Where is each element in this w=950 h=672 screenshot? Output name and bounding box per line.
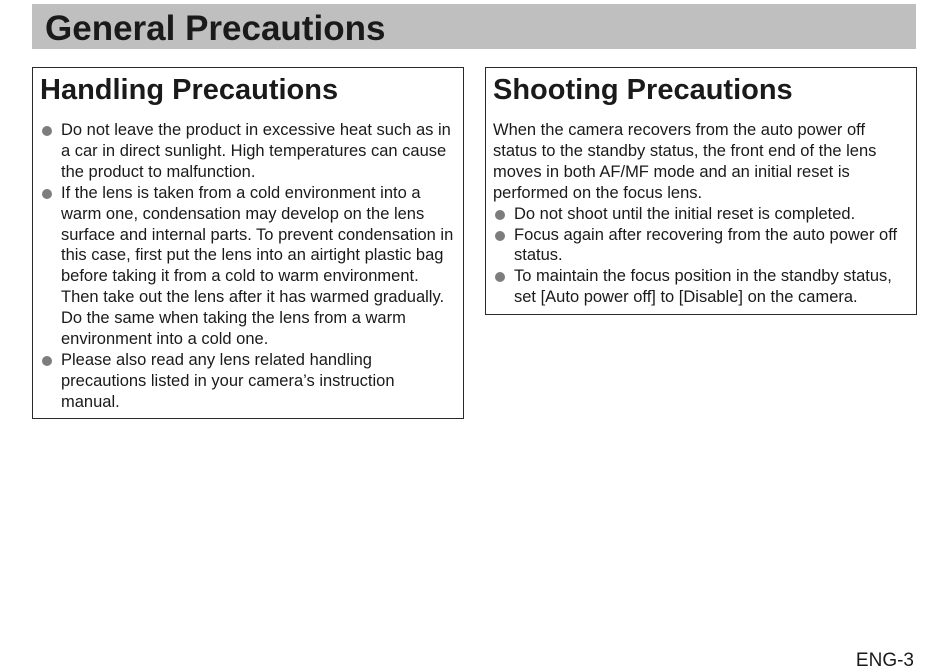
page-number: ENG-3 [855, 650, 914, 671]
list-item-text: Do not shoot until the initial reset is completed. [514, 204, 856, 223]
list-item [493, 204, 908, 225]
list-item [40, 120, 455, 183]
handling-precautions-heading: Handling Precautions [40, 74, 339, 106]
bullet-icon [495, 231, 505, 241]
list-item [493, 266, 908, 308]
list-item-text: Do not leave the product in excessive heat such as in a car in direct sunlight. High temperatures can cause the product to malfunction. [61, 121, 451, 181]
bullet-icon [42, 126, 52, 136]
list-item-text: Please also read any lens related handling precautions listed in your camera’s instruction manual. [61, 350, 395, 411]
list-item [40, 183, 455, 350]
shooting-precautions-list [493, 204, 908, 309]
list-item [493, 225, 908, 267]
page-title: General Precautions [45, 9, 386, 48]
bullet-icon [495, 272, 505, 282]
list-item [40, 350, 455, 413]
bullet-icon [42, 356, 52, 366]
page-title-bar [32, 4, 916, 49]
bullet-icon [42, 189, 52, 199]
shooting-precautions-intro: When the camera recovers from the auto power off status to the standby status, the front end of the lens moves in both AF/MF mode and an initial reset is performed on the focus lens. [493, 121, 877, 202]
list-item-text: If the lens is taken from a cold environment into a warm one, condensation may develop on the lens surface and internal parts. To prevent condensation in this case, first put the lens into an airtight plastic bag before taking it from a cold to warm environment. Then take out the lens after it has warmed gradually. Do the same when taking the lens from a warm environment into a cold one. [61, 183, 454, 349]
list-item-text: To maintain the focus position in the standby status, set [Auto power off] to [Disable] on the camera. [514, 267, 892, 307]
handling-precautions-list [40, 120, 455, 413]
bullet-icon [495, 210, 505, 220]
list-item-text: Focus again after recovering from the auto power off status. [514, 225, 898, 265]
shooting-precautions-box [485, 67, 917, 315]
handling-precautions-box [32, 67, 464, 419]
shooting-precautions-heading: Shooting Precautions [493, 74, 793, 106]
